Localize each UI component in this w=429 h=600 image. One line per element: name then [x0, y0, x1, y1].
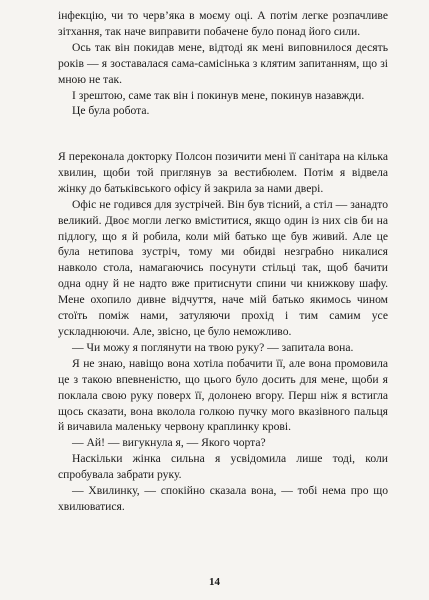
paragraph: Це була робота.	[72, 104, 150, 118]
paragraph: Офіс не годився для зустрічей. Він був тісний, а стіл — занадто великий. Двоє могли легко вміститися, якщо один із них сів би на підлогу, що я й робила, коли мій батько ще був живий. Але це була нетипова зустріч, тому ми обидві незграбно никалися навколо стола, намагаючись посунути стільці так, щоб бачити одна одну й не надто вже притиснути спини чи книжкову шафу. Мене охопило дивне відчуття, наче мій батько якимось чином стоїть поміж нами, затуляючи прохід і тим самим усе ускладнюючи. Але, звісно, це було неможливо.	[58, 197, 388, 338]
paragraph: І зрештою, саме так він і покинув мене, покинув назавжди.	[72, 88, 365, 102]
dialogue-line: — Хвилинку, — спокійно сказала вона, — тобі нема про що хвилюватися.	[58, 484, 388, 513]
dialogue-line: — Ай! — вигукнула я, — Якого чорта?	[72, 436, 266, 450]
text-section-2	[58, 149, 388, 515]
text-section-1	[58, 8, 388, 119]
paragraph: Я переконала докторку Полсон позичити мені її санітара на кілька хвилин, щоби той приглянув за вестибюлем. Потім я відвела жінку до батьківського офісу й закрила за нами двері.	[58, 150, 388, 195]
paragraph: Ось так він покидав мене, відтоді як мені виповнилося десять років — я зоставалася сама-самісінька з клятим запитанням, що зі мною не так.	[58, 40, 388, 86]
page-number: 14	[209, 576, 220, 588]
paragraph: інфекцію, чи то черв’яка в моєму оці. А потім легке розпачливе зітхання, так наче виправити побачене було понад його сили.	[58, 9, 388, 38]
paragraph: Наскільки жінка сильна я усвідомила лише тоді, коли спробувала забрати руку.	[58, 452, 388, 482]
dialogue-line: — Чи можу я поглянути на твою руку? — запитала вона.	[72, 340, 354, 354]
paragraph: Я не знаю, навіщо вона хотіла побачити її, але вона промовила це з такою впевненістю, що цього було досить для мене, щоби я поклала свою руку поверх її, долонею вгору. Перш ніж я встигла щось сказати, вона вколола голкою пучку мого вказівного пальця й вичавила маленьку червону краплинку крові.	[58, 356, 388, 434]
